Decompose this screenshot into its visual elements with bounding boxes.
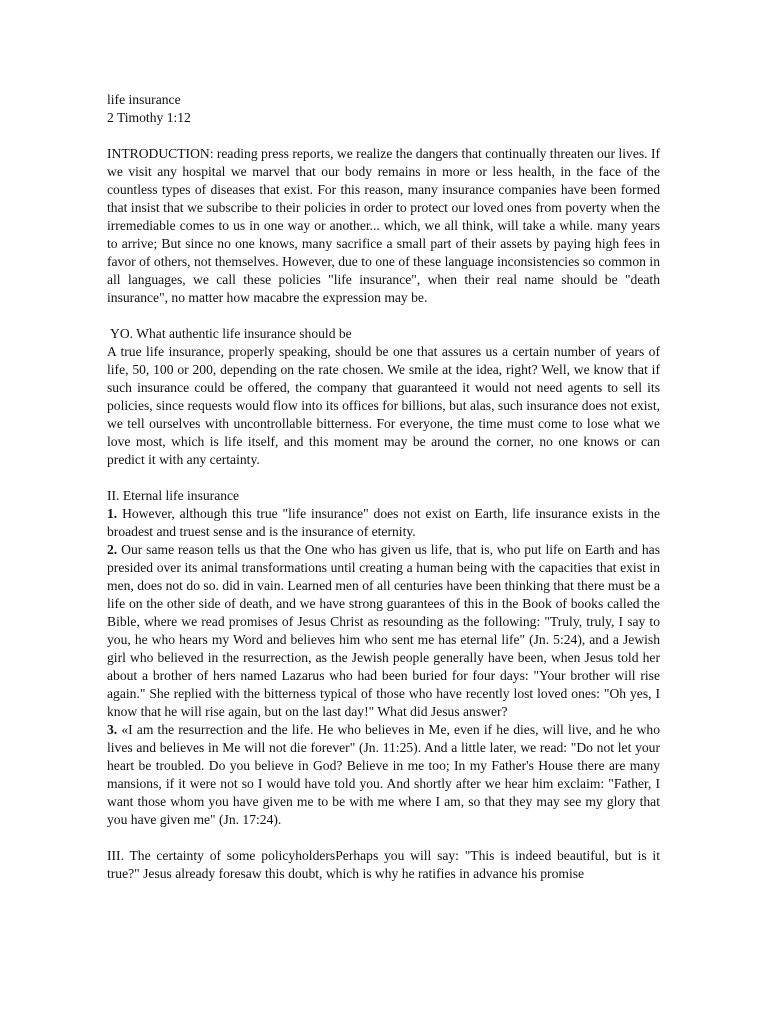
section-2-heading: II. Eternal life insurance	[107, 488, 240, 503]
section-1-body: A true life insurance, properly speaking, should be one that assures us a certain number of years of life, 50, 100 or 200, depending on the rate chosen. We smile at the idea, right? Well, we know that if such insurance could be offered, the company that guaranteed it would not need agents to sell its policies, since requests would flow into its offices for billions, but alas, such insurance does not exist, we tell ourselves with uncontrollable bitterness. For everyone, the time must come to lose what we love most, which is life itself, and this moment may be around the corner, no one knows or can predict it with any certainty.	[107, 344, 660, 467]
point-number: 1.	[107, 506, 118, 521]
section-1-heading: YO. What authentic life insurance should be	[110, 326, 352, 341]
section-2-point-1	[107, 505, 660, 541]
point-text: «I am the resurrection and the life. He who believes in Me, even if he dies, will live, and he who lives and believes in Me will not die forever" (Jn. 11:25). And a little later, we read: "Do not let your heart be troubled. Do you believe in God? Believe in me too; In my Father's House there are many mansions, if it were not so I would have told you. And shortly after we hear him exclaim: "Father, I want those whom you have given me to be with me where I am, so that they may see my glory that you have given me" (Jn. 17:24).	[107, 722, 660, 827]
section-3-heading: III. The certainty of some policyholders	[107, 848, 336, 863]
section-2-point-2	[107, 541, 660, 721]
section-3-body: Perhaps you will say: "This is indeed beautiful, but is it true?" Jesus already foresaw this doubt, which is why he ratifies in advance his promise	[107, 848, 660, 881]
scripture-reference: 2 Timothy 1:12	[107, 110, 191, 125]
section-2-point-3	[107, 721, 660, 829]
point-text: Our same reason tells us that the One who has given us life, that is, who put life on Earth and has presided over its animal transformations until creating a human being with the capacities that exist in men, does not do so. did in vain. Learned men of all centuries have been thinking that there must be a life on the other side of death, and we have strong guarantees of this in the Book of books called the Bible, where we read promises of Jesus Christ as resounding as the following: "Truly, truly, I say to you, he who hears my Word and believes him who sent me has eternal life" (Jn. 5:24), and a Jewish girl who believed in the resurrection, as the Jewish people generally have been, when Jesus told her about a brother of hers named Lazarus who had been buried for four days: "Your brother will rise again." She replied with the bitterness typical of those who have recently lost loved ones: "Oh yes, I know that he will rise again, but on the last day!" What did Jesus answer?	[107, 542, 661, 719]
point-text: However, although this true "life insurance" does not exist on Earth, life insurance exists in the broadest and truest sense and is the insurance of eternity.	[107, 506, 660, 539]
introduction-paragraph: INTRODUCTION: reading press reports, we realize the dangers that continually threaten our lives. If we visit any hospital we marvel that our body remains in more or less health, in the face of the countless types of diseases that exist. For this reason, many insurance companies have been formed that insist that we subscribe to their policies in order to protect our loved ones from poverty when the irremediable comes to us in one way or another... which, we all think, will take a while. many years to arrive; But since no one knows, many sacrifice a small part of their assets by paying high fees in favor of others, not themselves. However, due to one of these language inconsistencies so common in all languages, we call these policies "life insurance", when their real name should be "death insurance", no matter how macabre the expression may be.	[107, 146, 661, 305]
section-3-paragraph	[107, 847, 660, 883]
point-number: 2.	[107, 542, 118, 557]
point-number: 3.	[107, 722, 118, 737]
document-title: life insurance	[107, 92, 181, 107]
document-content	[107, 91, 660, 883]
